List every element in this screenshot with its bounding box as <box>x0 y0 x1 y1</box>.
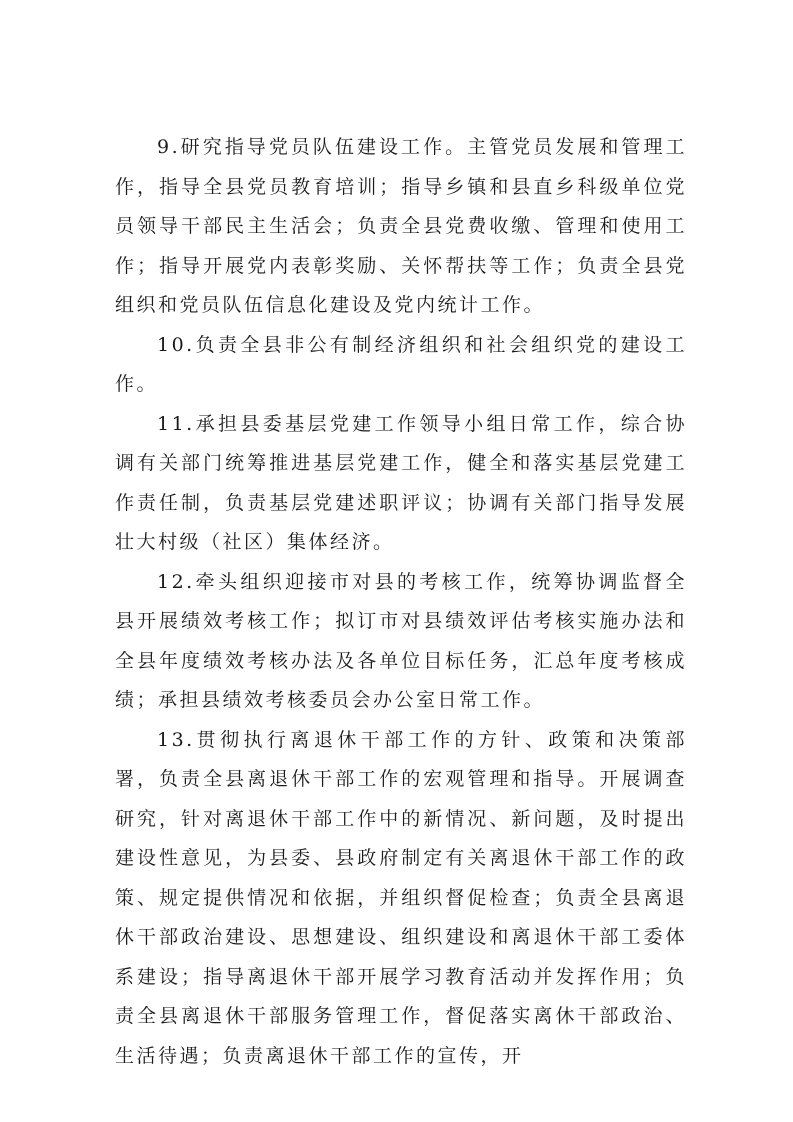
paragraph-item-10: 10.负责全县非公有制经济组织和社会组织党的建设工作。 <box>115 333 687 395</box>
paragraph-item-9: 9.研究指导党员队伍建设工作。主管党员发展和管理工作，指导全县党员教育培训；指导乡镇和县直乡科级单位党员领导干部民主生活会；负责全县党费收缴、管理和使用工作；指导开展党内表彰奖励、关怀帮扶等工作；负责全县党组织和党员队伍信息化建设及党内统计工作。 <box>115 136 687 316</box>
paragraph-item-13: 13.贯彻执行离退休干部工作的方针、政策和决策部署，负责全县离退休干部工作的宏观管理和指导。开展调查研究，针对离退休干部工作中的新情况、新问题，及时提出建设性意见，为县委、县政府制定有关离退休干部工作的政策、规定提供情况和依据，并组织督促检查；负责全县离退休干部政治建设、思想建设、组织建设和离退休干部工委体系建设；指导离退休干部开展学习教育活动并发挥作用；负责全县离退休干部服务管理工作，督促落实离休干部政治、生活待遇；负责离退休干部工作的宣传，开 <box>115 728 687 1067</box>
document-body <box>115 128 687 1076</box>
paragraph-item-11: 11.承担县委基层党建工作领导小组日常工作，综合协调有关部门统筹推进基层党建工作，健全和落实基层党建工作责任制，负责基层党建述职评议；协调有关部门指导发展壮大村级（社区）集体经济。 <box>115 412 687 553</box>
paragraph-item-12: 12.牵头组织迎接市对县的考核工作，统筹协调监督全县开展绩效考核工作；拟订市对县绩效评估考核实施办法和全县年度绩效考核办法及各单位目标任务，汇总年度考核成绩；承担县绩效考核委员会办公室日常工作。 <box>115 570 687 711</box>
